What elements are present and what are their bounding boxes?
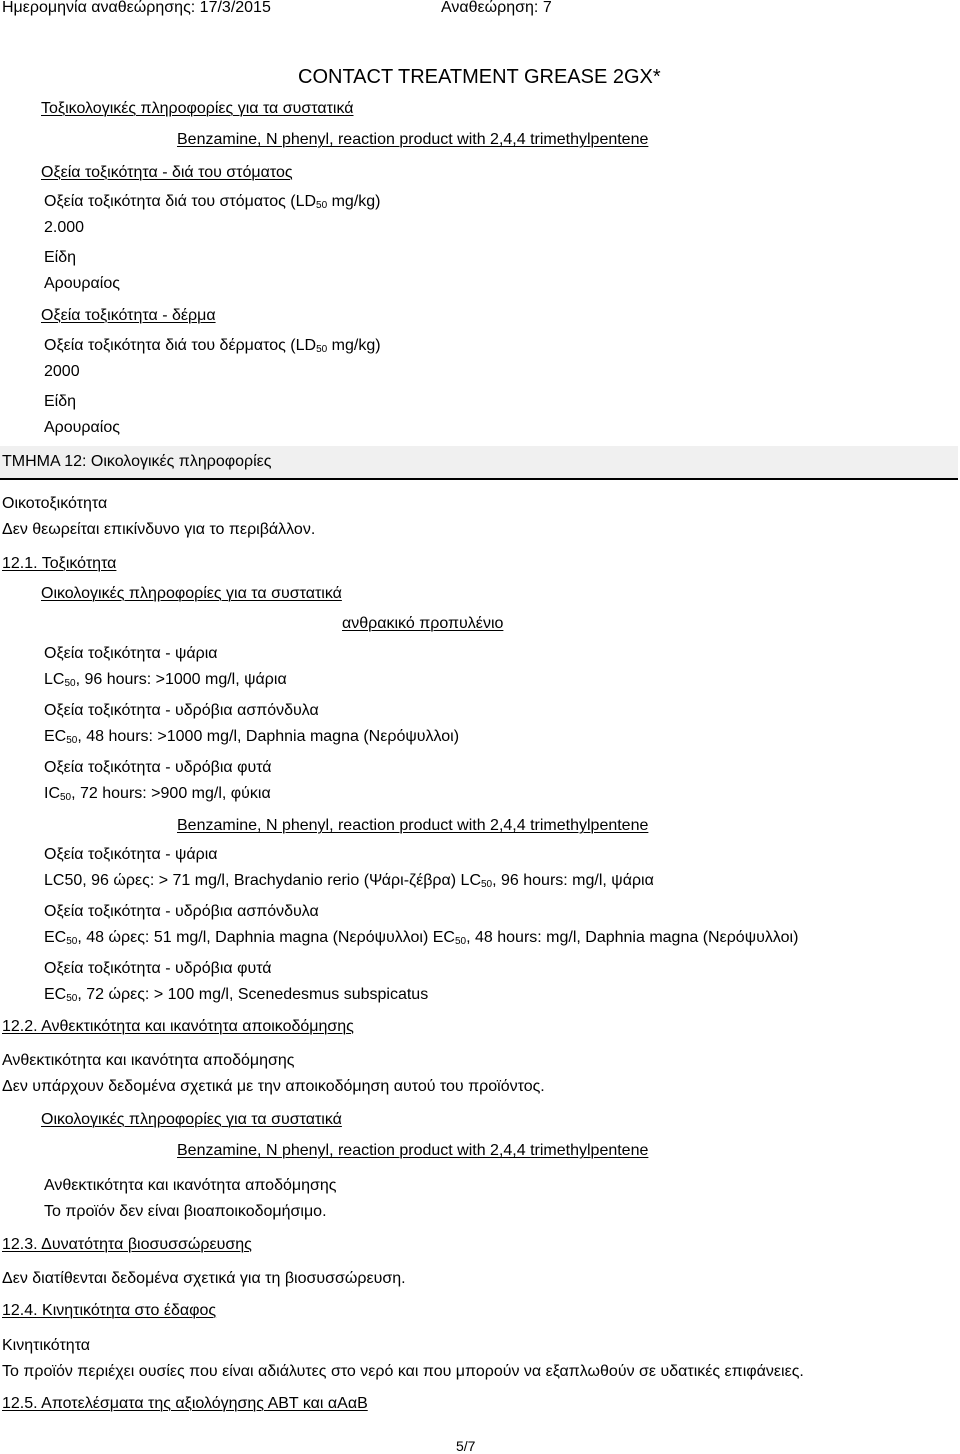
plant-title-1: Οξεία τοξικότητα - υδρόβια φυτά bbox=[44, 759, 272, 776]
oral-value: 2.000 bbox=[44, 219, 85, 236]
persistence-text: Δεν υπάρχουν δεδομένα σχετικά με την αποικοδόμηση αυτού του προϊόντος. bbox=[2, 1078, 545, 1095]
subsection-12-4-title: 12.4. Κινητικότητα στο έδαφος bbox=[2, 1302, 217, 1319]
plant-value-2: $EC_{50}$, 72 ώρες: > 100 mg/l, Scenedesmus subspicatus bbox=[44, 986, 429, 1004]
page-number: 5/7 bbox=[456, 1438, 476, 1454]
subsection-12-5-title: 12.5. Αποτελέσματα της αξιολόγησης ΑΒΤ και αΑαΒ bbox=[2, 1395, 368, 1412]
persistence-text-2: Το προϊόν δεν είναι βιοαποικοδομήσιμο. bbox=[44, 1203, 327, 1220]
fish-title-1: Οξεία τοξικότητα - ψάρια bbox=[44, 645, 218, 662]
revision-number: Αναθεώρηση: 7 bbox=[441, 0, 552, 16]
ecotox-label: Οικοτοξικότητα bbox=[2, 495, 108, 512]
section-12-title: ΤΜΗΜΑ 12: Οικολογικές πληροφορίες bbox=[2, 453, 272, 470]
subsection-12-3-title: 12.3. Δυνατότητα βιοσυσσώρευσης bbox=[2, 1236, 252, 1253]
plant-title-2: Οξεία τοξικότητα - υδρόβια φυτά bbox=[44, 960, 272, 977]
species-2: Αρουραίος bbox=[44, 419, 120, 436]
tox-heading: Τοξικολογικές πληροφορίες για τα συστατικά bbox=[41, 100, 354, 117]
substance-propylene-carbonate: ανθρακικό προπυλένιο bbox=[342, 615, 504, 632]
invertebrate-value-1: $EC_{50}$, 48 hours: >1000 mg/l, Daphnia magna (Νερόψυλλοι) bbox=[44, 728, 460, 746]
ecotox-text: Δεν θεωρείται επικίνδυνο για το περιβάλλον. bbox=[2, 521, 316, 538]
mobility-label: Κινητικότητα bbox=[2, 1337, 91, 1354]
species-label-2: Είδη bbox=[44, 393, 77, 410]
eco-heading: Οικολογικές πληροφορίες για τα συστατικά bbox=[41, 585, 342, 602]
dermal-label: Οξεία τοξικότητα διά του δέρματος ($LD_{50}$ mg/kg) bbox=[44, 337, 381, 355]
substance-benzamine-2: Benzamine, N phenyl, reaction product with 2,4,4 trimethylpentene bbox=[177, 1142, 649, 1159]
dermal-value: 2000 bbox=[44, 363, 80, 380]
subsection-12-1-title: 12.1. Τοξικότητα bbox=[2, 555, 117, 572]
tox-substance: Benzamine, N phenyl, reaction product with 2,4,4 trimethylpentene bbox=[177, 131, 649, 148]
dermal-title: Οξεία τοξικότητα - δέρμα bbox=[41, 307, 216, 324]
fish-value-2: LC50, 96 ώρες: > 71 mg/l, Brachydanio rerio (Ψάρι-ζέβρα) $LC_{50}$, 96 hours: mg/l, ψάρια bbox=[44, 872, 654, 890]
invertebrate-title-2: Οξεία τοξικότητα - υδρόβια ασπόνδυλα bbox=[44, 903, 319, 920]
persistence-label: Ανθεκτικότητα και ικανότητα αποδόμησης bbox=[2, 1052, 295, 1069]
revision-date: Ημερομηνία αναθεώρησης: 17/3/2015 bbox=[2, 0, 271, 16]
fish-title-2: Οξεία τοξικότητα - ψάρια bbox=[44, 846, 218, 863]
plant-value-1: $IC_{50}$, 72 hours: >900 mg/l, φύκια bbox=[44, 785, 271, 803]
invertebrate-title-1: Οξεία τοξικότητα - υδρόβια ασπόνδυλα bbox=[44, 702, 319, 719]
fish-value-1: $LC_{50}$, 96 hours: >1000 mg/l, ψάρια bbox=[44, 671, 287, 689]
subsection-12-2-title: 12.2. Ανθεκτικότητα και ικανότητα αποικοδόμησης bbox=[2, 1018, 354, 1035]
invertebrate-value-2: $EC_{50}$, 48 ώρες: 51 mg/l, Daphnia magna (Νερόψυλλοι) $EC_{50}$, 48 hours: mg/l, Daphnia magna (Νερόψυλλοι) bbox=[44, 929, 799, 947]
bioaccumulation-text: Δεν διατίθενται δεδομένα σχετικά για τη βιοσυσσώρευση. bbox=[2, 1270, 406, 1287]
product-title: CONTACT TREATMENT GREASE 2GX* bbox=[298, 66, 661, 88]
oral-label: Οξεία τοξικότητα διά του στόματος ($LD_{50}$ mg/kg) bbox=[44, 193, 381, 211]
substance-benzamine: Benzamine, N phenyl, reaction product with 2,4,4 trimethylpentene bbox=[177, 817, 649, 834]
mobility-text: Το προϊόν περιέχει ουσίες που είναι αδιάλυτες στο νερό και που μπορούν να εξαπλωθούν σε υδατικές επιφάνειες. bbox=[2, 1363, 804, 1380]
oral-title: Οξεία τοξικότητα - διά του στόματος bbox=[41, 164, 293, 181]
species-label-1: Είδη bbox=[44, 249, 77, 266]
species-1: Αρουραίος bbox=[44, 275, 120, 292]
eco-heading-2: Οικολογικές πληροφορίες για τα συστατικά bbox=[41, 1111, 342, 1128]
persistence-label-2: Ανθεκτικότητα και ικανότητα αποδόμησης bbox=[44, 1177, 337, 1194]
